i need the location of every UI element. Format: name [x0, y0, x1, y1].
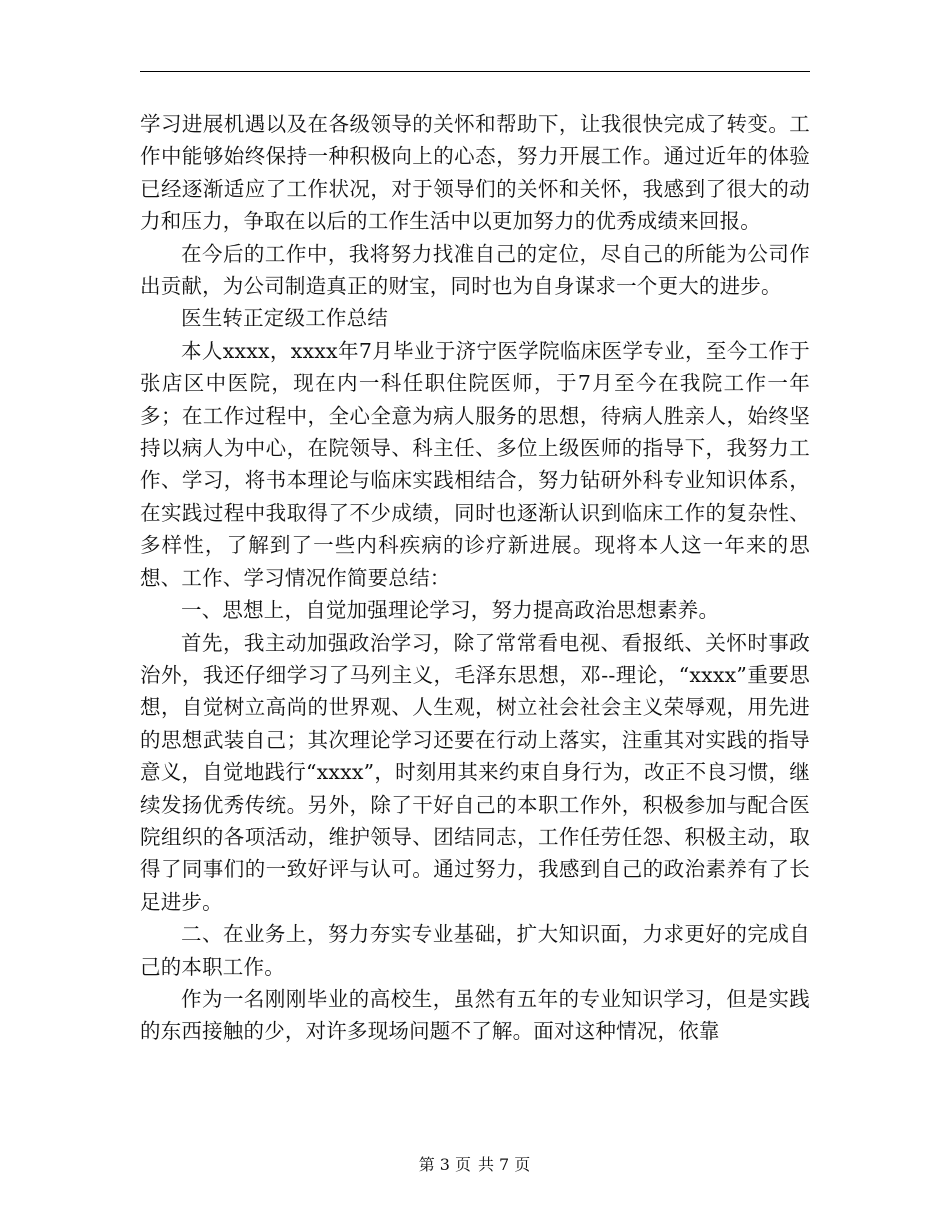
section-title: 医生转正定级工作总结 — [181, 306, 388, 331]
heading-2: 二、在业务上，努力夯实专业基础，扩大知识面，力求更好的完成自己的本职工作。 — [140, 922, 810, 979]
document-body — [140, 108, 810, 1048]
heading-1: 一、思想上，自觉加强理论学习，努力提高政治思想素养。 — [181, 598, 720, 623]
paragraph-1: 学习进展机遇以及在各级领导的关怀和帮助下，让我很快完成了转变。工作中能够始终保持一种积极向上的心态，努力开展工作。通过近年的体验已经逐渐适应了工作状况，对于领导们的关怀和关怀，我感到了很大的动力和压力，争取在以后的工作生活中以更加努力的优秀成绩来回报。 — [140, 112, 810, 234]
paragraph-2: 在今后的工作中，我将努力找准自己的定位，尽自己的所能为公司作出贡献，为公司制造真正的财宝，同时也为自身谋求一个更大的进步。 — [140, 241, 810, 299]
header-rule — [140, 71, 810, 72]
paragraph-5: 作为一名刚刚毕业的高校生，虽然有五年的专业知识学习，但是实践的东西接触的少，对许多现场问题不了解。面对这种情况，依靠 — [140, 986, 810, 1044]
footer-label-page: 第 — [418, 1155, 436, 1174]
paragraph-4: 首先，我主动加强政治学习，除了常常看电视、看报纸、关怀时事政治外，我还仔细学习了马列主义，毛泽东思想，邓--理论，“xxxx”重要思想，自觉树立高尚的世界观、人生观，树立社会社会主义荣辱观，用先进的思想武装自己；其次理论学习还要在行动上落实，注重其对实践的指导意义，自觉地践行“xxxx”，时刻用其来约束自身行为，改正不良习惯，继续发扬优秀传统。另外，除了干好自己的本职工作外，积极参加与配合医院组织的各项活动，维护领导、团结同志，工作任劳任怨、积极主动，取得了同事们的一致好评与认可。通过努力，我感到自己的政治素养有了长足进步。 — [140, 630, 810, 914]
paragraph-3: 本人xxxx，xxxx年7月毕业于济宁医学院临床医学专业，至今工作于张店区中医院，现在内一科任职住院医师，于7月至今在我院工作一年多；在工作过程中，全心全意为病人服务的思想，待病人胜亲人，始终坚持以病人为中心，在院领导、科主任、多位上级医师的指导下，我努力工作、学习，将书本理论与临床实践相结合，努力钻研外科专业知识体系，在实践过程中我取得了不少成绩，同时也逐渐认识到临床工作的复杂性、多样性，了解到了一些内科疾病的诊疗新进展。现将本人这一年来的思想、工作、学习情况作简要总结： — [140, 338, 810, 590]
footer-label-end: 页 — [514, 1155, 532, 1174]
footer-total-pages: 7 — [499, 1155, 511, 1174]
page-footer — [0, 1152, 950, 1175]
footer-label-of: 页 共 — [454, 1155, 496, 1174]
footer-current-page: 3 — [439, 1155, 451, 1174]
